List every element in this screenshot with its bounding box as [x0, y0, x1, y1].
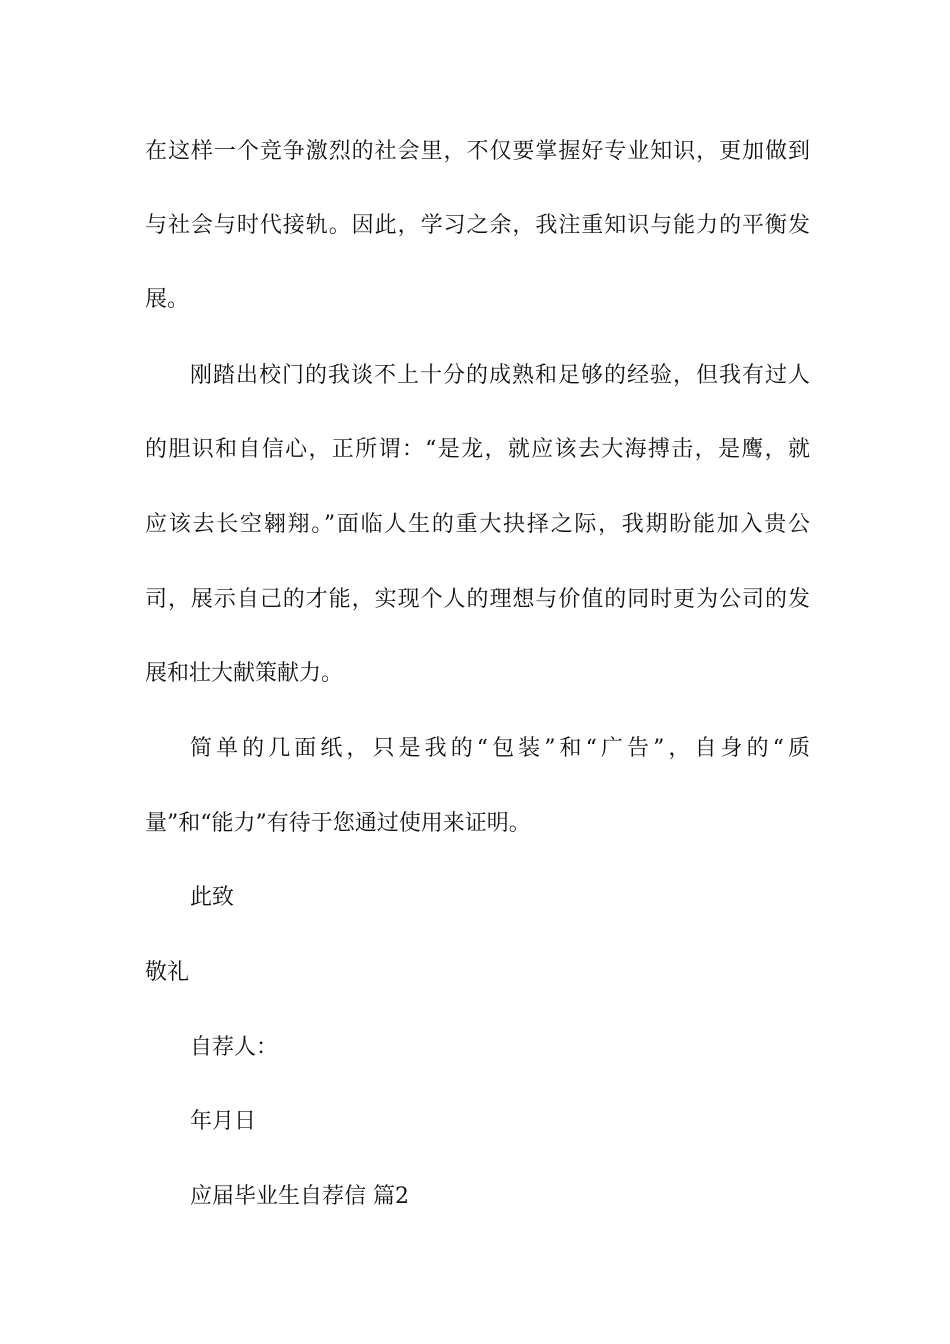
paragraph-line: 简单的几面纸，只是我的“包装”和“广告”，自身的“质 [190, 736, 810, 761]
paragraph-line: 与社会与时代接轨。因此，学习之余，我注重知识与能力的平衡发 [145, 213, 810, 238]
date-label: 年月日 [190, 1109, 257, 1134]
paragraph-line: 应该去长空翱翔。”面临人生的重大抉择之际，我期盼能加入贵公 [145, 512, 810, 537]
closing-text: 此致 [190, 885, 235, 910]
paragraph-line: 展和壮大献策献力。 [145, 661, 344, 686]
paragraph-line: 展。 [145, 287, 190, 312]
paragraph-line: 司，展示自己的才能，实现个人的理想与价值的同时更为公司的发 [145, 587, 810, 612]
paragraph-line: 刚踏出校门的我谈不上十分的成熟和足够的经验，但我有过人 [190, 363, 810, 388]
paragraph-line: 量”和“能力”有待于您通过使用来证明。 [145, 811, 531, 836]
salute-text: 敬礼 [145, 960, 190, 985]
paragraph-line: 的胆识和自信心，正所谓：“是龙，就应该去大海搏击，是鹰，就 [145, 437, 810, 462]
section-heading: 应届毕业生自荐信 篇2 [190, 1184, 409, 1209]
signer-label: 自荐人： [190, 1035, 279, 1060]
paragraph-line: 在这样一个竞争激烈的社会里，不仅要掌握好专业知识，更加做到 [145, 139, 810, 164]
